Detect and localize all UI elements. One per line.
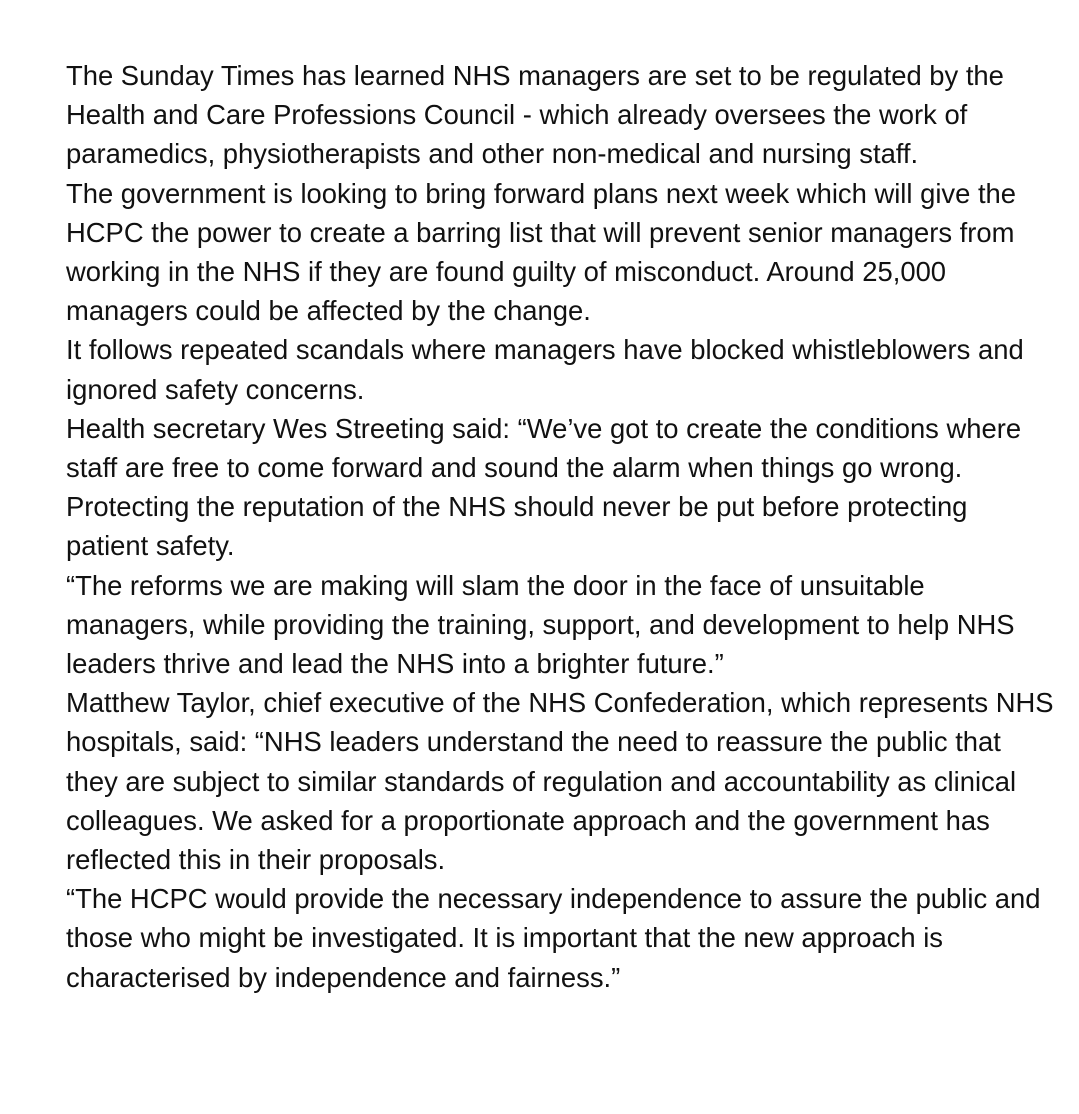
paragraph-hcpc-independence-quote: “The HCPC would provide the necessary independence to assure the public and those who might be investigated. It is important that the new approach is characterised by independence and fairness.”	[66, 883, 1041, 993]
paragraph-taylor-quote: Matthew Taylor, chief executive of the NHS Confederation, which represents NHS hospitals, said: “NHS leaders understand the need to reassure the public that they are subject to similar standards of regulation and accountability as clinical colleagues. We asked for a proportionate approach and the government has reflected this in their proposals.	[66, 687, 1054, 876]
paragraph-scandals: It follows repeated scandals where managers have blocked whistleblowers and ignored safety concerns.	[66, 334, 1024, 405]
article-body	[66, 56, 1056, 997]
paragraph-regulation-announcement: The Sunday Times has learned NHS managers are set to be regulated by the Health and Care Professions Council - which already oversees the work of paramedics, physiotherapists and other non-medical and nursing staff.	[66, 60, 1004, 170]
paragraph-reforms-quote: “The reforms we are making will slam the door in the face of unsuitable managers, while providing the training, support, and development to help NHS leaders thrive and lead the NHS into a brighter future.”	[66, 569, 1015, 680]
paragraph-barring-list: The government is looking to bring forward plans next week which will give the HCPC the power to create a barring list that will prevent senior managers from working in the NHS if they are found guilty of misconduct. Around 25,000 managers could be affected by the change.	[66, 177, 1017, 327]
paragraph-streeting-quote: Health secretary Wes Streeting said: “We’ve got to create the conditions where staff are free to come forward and sound the alarm when things go wrong. Protecting the reputation of the NHS should never be put before protecting patient safety.	[66, 412, 1022, 562]
